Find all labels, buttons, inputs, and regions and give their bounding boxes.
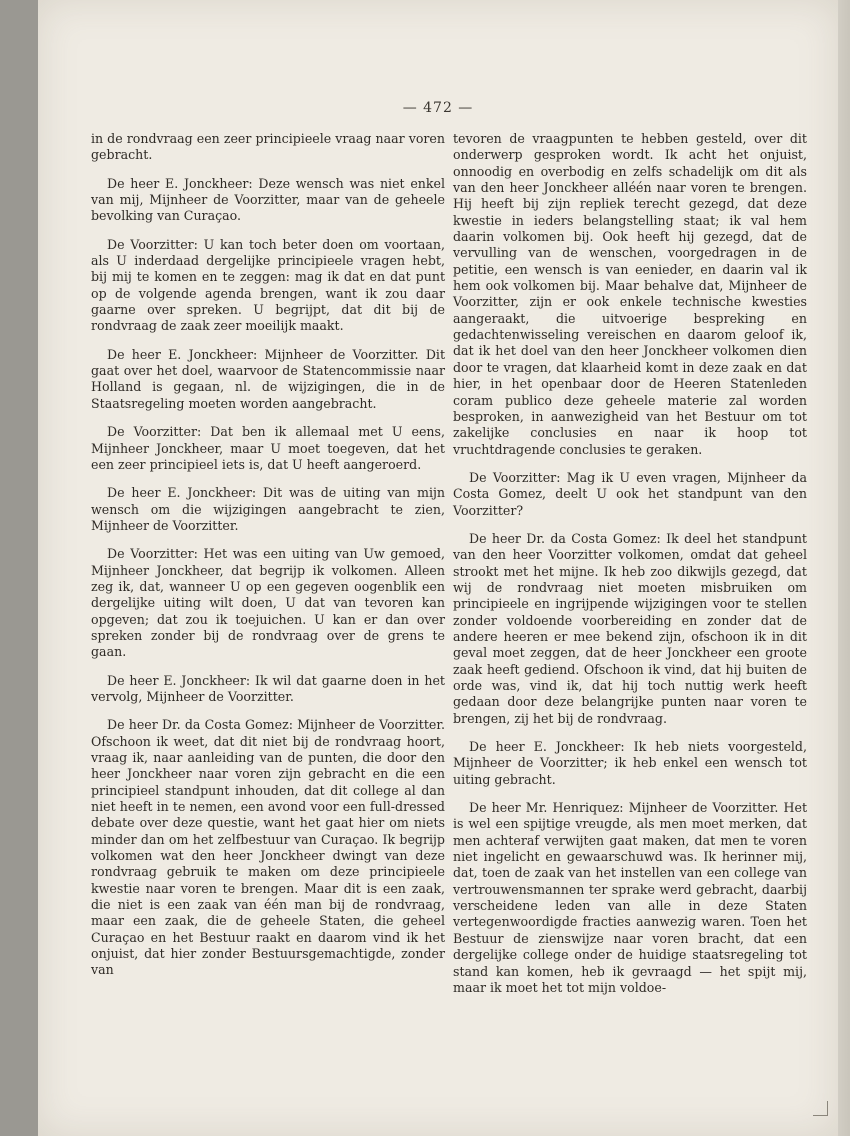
paragraph (91, 673, 445, 706)
speaker-label: De Voorzitter: (107, 236, 198, 252)
paragraph-text: Ik heb niets voorgesteld, Mijnheer de Voorzitter; ik heb enkel een wensch tot uiting gebracht. (453, 739, 807, 787)
paragraph-text: U kan toch beter doen om voortaan, als U inderdaad dergelijke principieele vragen hebt, bij mij te komen en te zeggen: mag ik dat en dat punt op de volgende agenda brengen, want ik zou daar gaarne over spreken. U begrijpt, dat dit bij de rondvraag de zaak zeer moeilijk maakt. (91, 236, 445, 334)
speaker-label: De heer E. Jonckheer: (469, 739, 625, 755)
paragraph-text: Dit was de uiting van mijn wensch om die wijzigingen aangebracht te zien, Mijnheer de Voorzitter. (91, 485, 446, 533)
speaker-label: De heer E. Jonckheer: (107, 346, 258, 362)
paragraph-text: Mijnheer de Voorzitter. Dit gaat over het doel, waarvoor de Statencommissie naar Holland is gegaan, nl. de wijzigingen, die in de Staatsregeling moeten worden aangebracht. (91, 346, 446, 411)
speaker-label: De Voorzitter: (107, 424, 202, 440)
paragraph (453, 470, 807, 519)
left-column (91, 131, 445, 991)
paragraph (91, 546, 445, 660)
paragraph (91, 176, 445, 225)
paragraph-text: Mag ik U even vragen, Mijnheer da Costa Gomez, deelt U ook het standpunt van den Voorzitter? (453, 469, 807, 518)
paragraph-text: Mijnheer de Voorzitter. Ofschoon ik weet, dat dit niet bij de rondvraag hoort, vraag ik, naar aanleiding van de punten, die door den heer Jonckheer naar voren zijn gebracht en die een principieel standpunt inhouden, dat dit college al dan niet heeft in te nemen, een avond voor een full-dressed debate over deze questie, want het gaat hier om niets minder dan om het zelfbestuur van Curaçao. Ik begrijp volkomen wat den heer Jonckheer dwingt van deze rondvraag gebruik te maken om deze principieele kwestie naar voren te brengen. Maar dit is een zaak, die niet is een zaak van één man bij de rondvraag, maar een zaak, die de geheele Staten, die geheel Curaçao en het Bestuur raakt en daarom vind ik het onjuist, dat hier zonder Bestuursgemachtigde, zonder van (91, 717, 446, 978)
paragraph-text: Deze wensch was niet enkel van mij, Mijnheer de Voorzitter, maar van de geheele bevolking van Curaçao. (91, 175, 445, 224)
paragraph (453, 739, 807, 788)
right-column (453, 131, 807, 1008)
speaker-label: De heer E. Jonckheer: (107, 672, 251, 688)
speaker-label: De heer Mr. Henriquez: (469, 800, 624, 816)
paragraph-text: tevoren de vraagpunten te hebben gesteld, over dit onderwerp gesproken wordt. Ik acht het onjuist, onnoodig en overbodig en zelfs schadelijk om dit als van den heer Jonckheer alléén naar voren te brengen. Hij heeft bij zijn repliek terecht gezegd, dat deze kwestie in ieders belangstelling staat; ik val hem daarin volkomen bij. Ook heeft hij gezegd, dat de vervulling van de wenschen, voorgedragen in de petitie, een wensch is van eenieder, en daarin val ik hem ook volkomen bij. Maar behalve dat, Mijnheer de Voorzitter, zijn er ook enkele technische kwesties aangeraakt, die uitvoerige bespreking en gedachtenwisseling vereischen en daarom geloof ik, dat ik het doel van den heer Jonckheer volkomen dien door te vragen, dat klaarheid komt in deze zaak en dat hier, in het openbaar door de Heeren Statenleden coram publico deze geheele materie zal worden besproken, in aanwezigheid van het Bestuur om tot zakelijke conclusies en naar ik hoop tot vruchtdragende conclusies te geraken. (453, 131, 807, 457)
paragraph (91, 424, 445, 473)
paragraph-text: Ik wil dat gaarne doen in het vervolg, Mijnheer de Voorzitter. (91, 672, 445, 704)
paragraph-text: Dat ben ik allemaal met U eens, Mijnheer Jonckheer, maar U moet toegeven, dat het een zeer principieel iets is, dat U heeft aangeroerd. (91, 424, 445, 472)
paragraph-text: Het was een uiting van Uw gemoed, Mijnheer Jonckheer, dat begrijp ik volkomen. Alleen zeg ik, dat, wanneer U op een gegeven oogenblik een dergelijke uiting wilt doen, U dat van tevoren kan opgeven; dat zou ik toejuichen. U kan er dan over spreken zonder bij de rondvraag over de grens te gaan. (91, 546, 445, 660)
speaker-label: De heer E. Jonckheer: (107, 175, 253, 191)
paragraph (91, 717, 445, 979)
speaker-label: De heer Dr. da Costa Gomez: (469, 530, 661, 546)
paragraph (91, 237, 445, 335)
paragraph (91, 485, 445, 534)
page-number: — 472 — (402, 100, 474, 116)
speaker-label: De heer Dr. da Costa Gomez: (107, 717, 293, 733)
speaker-label: De Voorzitter: (469, 469, 561, 485)
document-page (38, 0, 838, 1136)
paragraph-text: in de rondvraag een zeer principieele vraag naar voren gebracht. (91, 131, 445, 163)
paragraph (91, 347, 445, 412)
paragraph (453, 531, 807, 727)
paragraph (453, 800, 807, 996)
paragraph-text: Mijnheer de Voorzitter. Het is wel een spijtige vreugde, als men moet merken, dat men achteraf verwijten gaat maken, dat men te voren niet ingelicht en gewaarschuwd was. Ik herinner mij, dat, toen de zaak van het instellen van een college van vertrouwensmannen ter sprake werd gebracht, daarbij verscheidene leden van alle in deze Staten vertegenwoordigde fracties aanwezig waren. Toen het Bestuur de zienswijze naar voren bracht, dat een dergelijke college onder de huidige staatsregeling tot stand kan komen, heb ik gevraagd — het spijt mij, maar ik moet het tot mijn voldoe- (453, 800, 808, 995)
paragraph-text: Ik deel het standpunt van den heer Voorzitter volkomen, omdat dat geheel strookt met het mijne. Ik heb zoo dikwijls gezegd, dat wij de rondvraag niet moeten misbruiken om principieele en ingrijpende wijzigingen voor te stellen zonder voldoende voorbereiding en zonder dat de andere heeren er mee bekend zijn, ofschoon ik in dit geval moet zeggen, dat de heer Jonckheer een groote zaak heeft gediend. Ofschoon ik vind, dat hij buiten de orde was, vind ik, dat hij toch nuttig werk heeft gedaan door deze belangrijke punten naar voren te brengen, zij het bij de rondvraag. (453, 530, 807, 726)
speaker-label: De heer E. Jonckheer: (107, 485, 257, 501)
paragraph (453, 131, 807, 458)
paragraph (91, 131, 445, 164)
page-corner-mark (813, 1101, 828, 1116)
speaker-label: De Voorzitter: (107, 546, 198, 562)
